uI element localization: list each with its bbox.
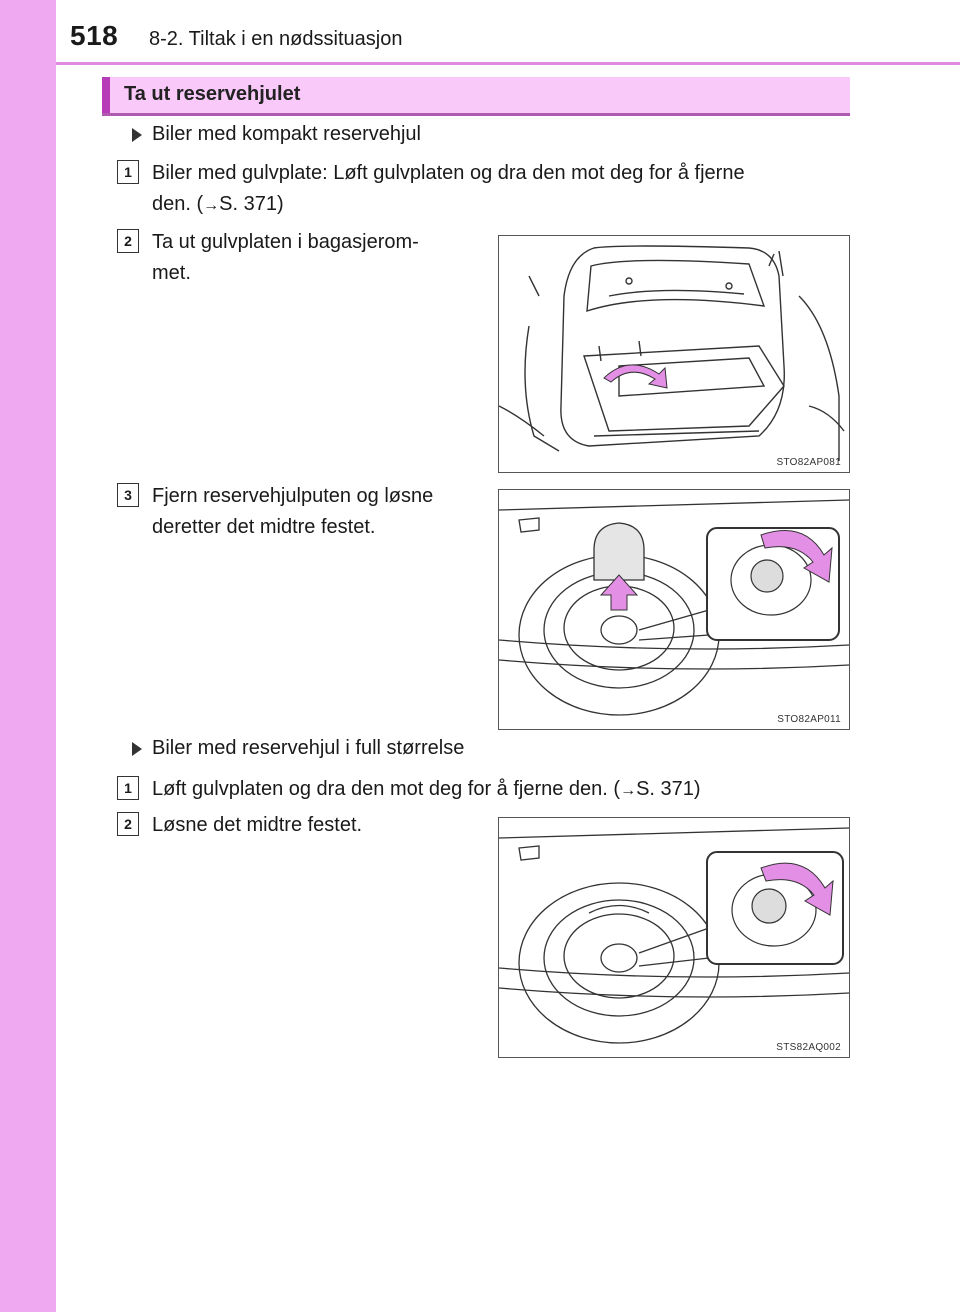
step-number: 3 — [117, 483, 139, 507]
step-number: 1 — [117, 776, 139, 800]
step-text — [152, 774, 852, 806]
step-text-line: Løsne det midtre festet. — [152, 814, 363, 836]
step-text-line: Biler med gulvplate: Løft gulvplaten og dra den mot deg for å fjerne — [152, 162, 745, 184]
step-text — [152, 227, 482, 289]
step-text-line — [152, 189, 852, 221]
text-fragment: S. 371) — [219, 193, 284, 215]
figure-compact-spare — [498, 489, 850, 730]
figure-trunk — [498, 235, 850, 473]
ref-arrow-icon: → — [203, 197, 220, 214]
step-text-line: Ta ut gulvplaten i bagasjerom- — [152, 231, 419, 253]
text-fragment: den. ( — [152, 193, 204, 215]
step-number: 2 — [117, 812, 139, 836]
step-text — [152, 810, 482, 841]
section-title: Ta ut reservehjulet — [124, 83, 301, 105]
section-bar-accent — [102, 77, 110, 113]
step-text — [152, 158, 852, 221]
chapter-title: 8-2. Tiltak i en nødssituasjon — [149, 28, 403, 50]
triangle-right-icon — [132, 742, 142, 756]
step-text-line: deretter det midtre festet. — [152, 516, 376, 538]
step-text-line — [152, 774, 852, 806]
header-rule — [56, 62, 960, 65]
step-text-line: Fjern reservehjulputen og løsne — [152, 485, 434, 507]
side-band — [0, 0, 56, 1312]
text-fragment: S. 371) — [636, 778, 701, 800]
bullet-compact — [132, 123, 421, 146]
figure-code: STS82AQ002 — [776, 1042, 841, 1053]
step-number: 1 — [117, 160, 139, 184]
page-number: 518 — [70, 20, 119, 51]
full-spare-illustration — [499, 818, 849, 1057]
figure-code: STO82AP081 — [776, 457, 841, 468]
figure-full-spare — [498, 817, 850, 1058]
step-number: 2 — [117, 229, 139, 253]
step-text — [152, 481, 482, 543]
bullet-full-text: Biler med reservehjul i full størrelse — [152, 737, 465, 759]
bullet-full — [132, 737, 464, 760]
compact-spare-illustration — [499, 490, 849, 729]
triangle-right-icon — [132, 128, 142, 142]
text-fragment: Løft gulvplaten og dra den mot deg for å fjerne den. ( — [152, 778, 621, 800]
trunk-illustration — [499, 236, 849, 472]
step-text-line: met. — [152, 262, 191, 284]
figure-code: STO82AP011 — [777, 714, 841, 725]
ref-arrow-icon: → — [620, 782, 637, 799]
bullet-compact-text: Biler med kompakt reservehjul — [152, 123, 421, 145]
section-bar — [102, 77, 850, 116]
